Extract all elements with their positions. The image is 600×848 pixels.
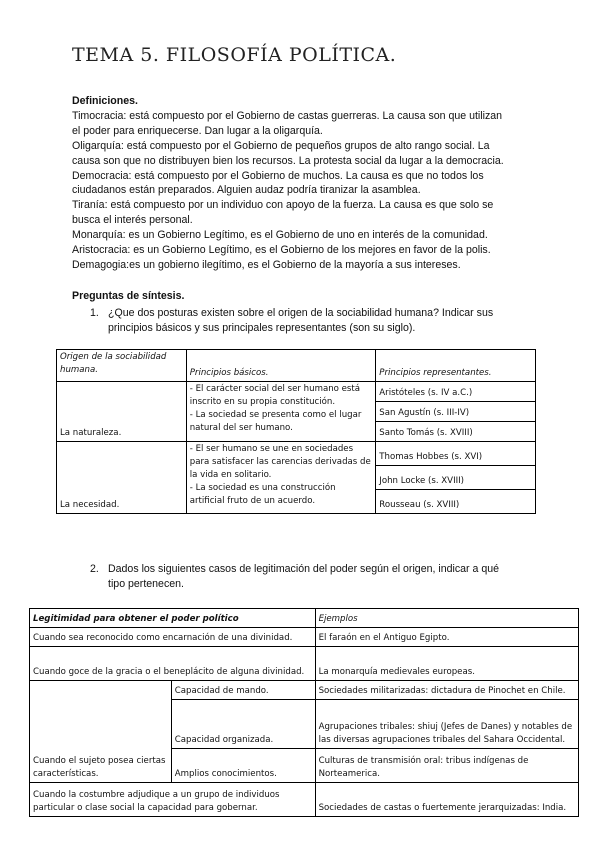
question-line: ¿Que dos posturas existen sobre el origen de la sociabilidad humana? Indicar sus — [108, 307, 494, 319]
question-text — [108, 562, 499, 592]
table-header-legitimacy: Legitimidad para obtener el poder político — [30, 609, 316, 628]
table-header-origin: Origen de la sociabilidad humana. — [57, 350, 187, 382]
principle-line: - La sociedad es una construcción artificial fruto de un acuerdo. — [189, 483, 336, 506]
representative: John Locke (s. XVIII) — [376, 466, 536, 490]
principles-necessity — [186, 442, 376, 514]
definitions-section — [72, 94, 532, 273]
definition-line: causa son que no distribuyen bien los recursos. La protesta social da lugar a la democracia. — [72, 154, 504, 167]
definition-line: Tiranía: está compuesto por un individuo con apoyo de la fuerza. La causa es que solo se — [72, 199, 494, 212]
principles-nature — [186, 382, 376, 442]
table-header-examples: Ejemplos — [315, 609, 578, 628]
question-number: 1. — [90, 307, 99, 319]
sociability-table — [56, 349, 536, 514]
question-line: tipo pertenecen. — [108, 578, 184, 590]
representative: Rousseau (s. XVIII) — [376, 490, 536, 514]
legitimacy-subcase: Capacidad de mando. — [171, 681, 315, 700]
principle-line: - El ser humano se une en sociedades para satisfacer las carencias derivadas de la vida en solitario. — [189, 444, 371, 480]
definition-line: el poder para enriquecerse. Dan lugar a la oligarquía. — [72, 124, 323, 137]
representative: Santo Tomás (s. XVIII) — [376, 422, 536, 442]
question-line: Dados los siguientes casos de legitimación del poder según el origen, indicar a qué — [108, 563, 500, 575]
definition-line: Monarquía: es un Gobierno Legítimo, es el Gobierno de uno en interés de la comunidad. — [72, 229, 488, 242]
legitimacy-example: Sociedades militarizadas: dictadura de Pinochet en Chile. — [315, 681, 578, 700]
origin-nature: La naturaleza. — [57, 382, 187, 442]
legitimacy-example: Sociedades de castas o fuertemente jerarquizadas: India. — [315, 783, 578, 817]
synthesis-heading: Preguntas de síntesis. — [72, 290, 185, 302]
legitimacy-table — [29, 608, 579, 817]
legitimacy-example: La monarquía medievales europeas. — [315, 647, 578, 681]
legitimacy-subcase: Amplios conocimientos. — [171, 749, 315, 783]
legitimacy-case: Cuando goce de la gracia o el beneplácito de alguna divinidad. — [30, 647, 316, 681]
table-header-principles: Principios básicos. — [186, 350, 376, 382]
question-line: principios básicos y sus principales representantes (son su siglo). — [108, 322, 416, 334]
question-1 — [90, 306, 540, 338]
legitimacy-case: Cuando sea reconocido como encarnación de una divinidad. — [30, 628, 316, 647]
definitions-heading: Definiciones. — [72, 95, 138, 107]
definition-line: busca el interés personal. — [72, 214, 193, 227]
definition-line: Aristocracia: es un Gobierno Legítimo, es el Gobierno de los mejores en favor de la polis. — [72, 244, 491, 257]
legitimacy-case: Cuando el sujeto posea ciertas características. — [30, 681, 172, 783]
representative: Thomas Hobbes (s. XVI) — [376, 442, 536, 466]
definition-line: Timocracia: está compuesto por el Gobierno de castas guerreras. La causa son que utilizan — [72, 109, 503, 122]
question-text — [108, 306, 493, 336]
principle-line: - La sociedad se presenta como el lugar natural del ser humano. — [189, 410, 362, 433]
principle-line: - El carácter social del ser humano está inscrito en su propia constitución. — [189, 384, 361, 407]
representative: San Agustín (s. III-IV) — [376, 402, 536, 422]
table-header-representatives: Principios representantes. — [376, 350, 536, 382]
definition-line: Oligarquía: está compuesto por el Gobierno de pequeños grupos de alto rango social. La — [72, 139, 490, 152]
origin-necessity: La necesidad. — [57, 442, 187, 514]
definition-line: Democracia: está compuesto por el Gobierno de muchos. La causa es que no todos los — [72, 169, 484, 182]
definition-line: Demagogia:es un gobierno ilegítimo, es el Gobierno de la mayoría a sus intereses. — [72, 258, 461, 271]
definition-line: ciudadanos están preparados. Alguien audaz podría tiranizar la asamblea. — [72, 184, 421, 197]
page-title: TEMA 5. FILOSOFÍA POLÍTICA. — [72, 44, 397, 66]
legitimacy-example: Culturas de transmisión oral: tribus indígenas de Norteamerica. — [315, 749, 578, 783]
legitimacy-example: El faraón en el Antiguo Egipto. — [315, 628, 578, 647]
question-2 — [90, 562, 540, 594]
representative: Aristóteles (s. IV a.C.) — [376, 382, 536, 402]
legitimacy-subcase: Capacidad organizada. — [171, 700, 315, 749]
legitimacy-example: Agrupaciones tribales: shiuj (Jefes de Danes) y notables de las diversas agrupaciones tribales del Sahara Occidental. — [315, 700, 578, 749]
legitimacy-case: Cuando la costumbre adjudique a un grupo de individuos particular o clase social la capacidad para gobernar. — [30, 783, 316, 817]
question-number: 2. — [90, 563, 99, 575]
